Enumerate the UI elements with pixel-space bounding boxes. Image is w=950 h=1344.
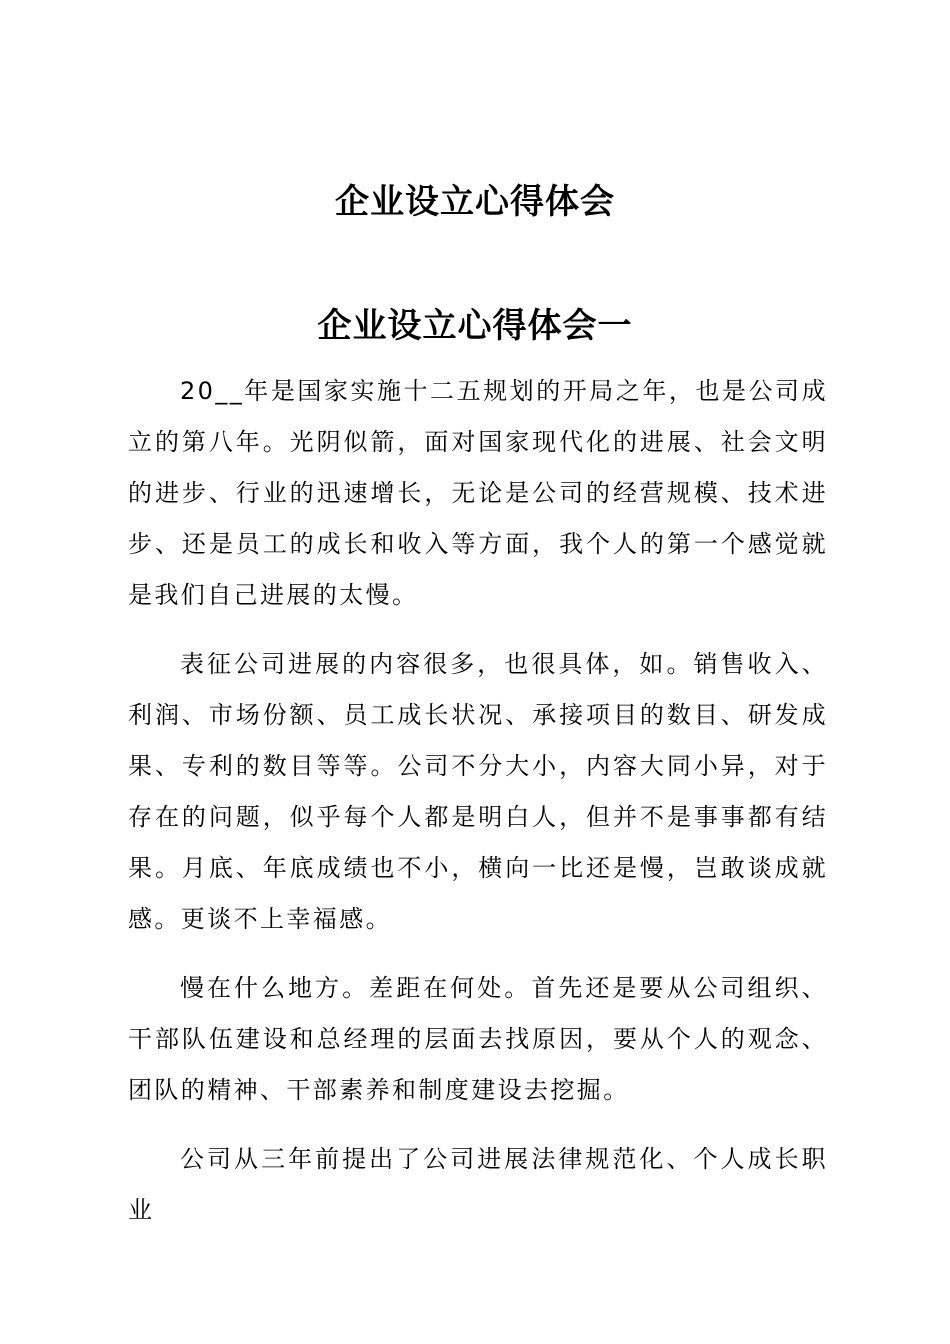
paragraph-2: 表征公司进展的内容很多，也很具体，如。销售收入、利润、市场份额、员工成长状况、承接项目的数目、研发成果、专利的数目等等。公司不分大小，内容大同小异，对于存在的问题，似乎每个人都是明白人，但并不是事事都有结果。月底、年底成绩也不小，横向一比还是慢，岂敢谈成就感。更谈不上幸福感。 [128,650,828,933]
paragraph-4: 公司从三年前提出了公司进展法律规范化、个人成长职业 [128,1145,828,1224]
paragraph-3: 慢在什么地方。差距在何处。首先还是要从公司组织、干部队伍建设和总经理的层面去找原因，要从个人的观念、团队的精神、干部素养和制度建设去挖掘。 [128,974,828,1104]
document-body [128,366,828,1254]
section-title: 企业设立心得体会一 [317,306,633,346]
document-title: 企业设立心得体会 [335,182,615,222]
paragraph-1: 20__年是国家实施十二五规划的开局之年，也是公司成立的第八年。光阴似箭，面对国家现代化的进展、社会文明的进步、行业的迅速增长，无论是公司的经营规模、技术进步、还是员工的成长和收入等方面，我个人的第一个感觉就是我们自己进展的太慢。 [128,377,828,609]
